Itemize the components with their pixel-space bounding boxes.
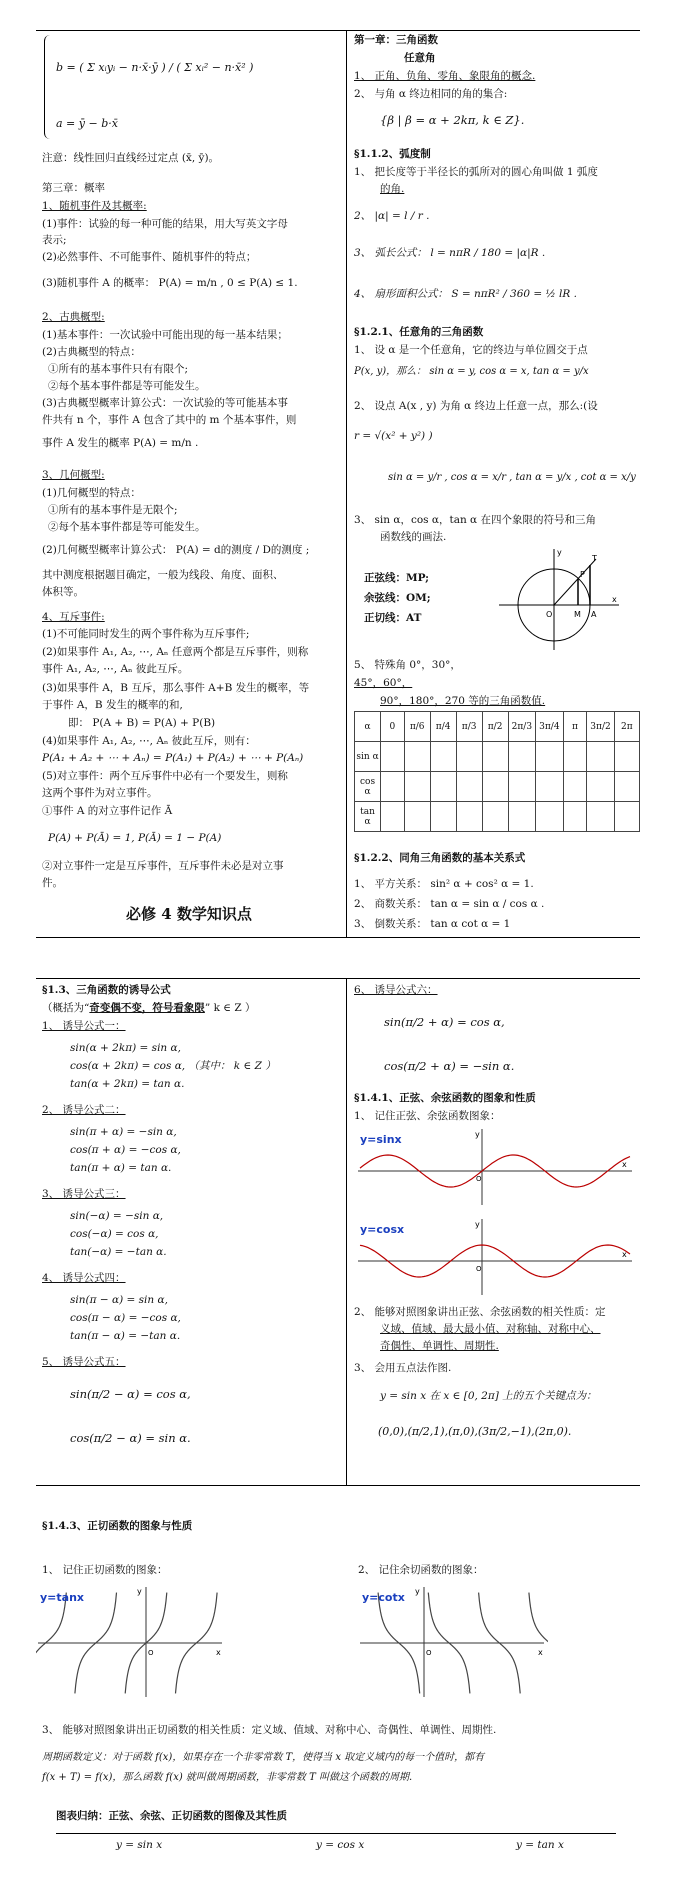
summary-col-sin: y = sin x	[116, 1839, 163, 1851]
formula-1-title: 1、 诱导公式一：	[42, 1020, 126, 1032]
text-line: ①所有的基本事件是无限个;	[48, 504, 178, 516]
tangent-line-label: 正切线：AT	[364, 612, 422, 624]
page-1-right-column	[354, 31, 640, 937]
table-cell	[614, 742, 639, 772]
svg-text:y: y	[137, 1587, 142, 1596]
cosine-label: y=cosx	[360, 1223, 405, 1236]
mnemonic: 奇变偶不变，符号看象限	[89, 1002, 205, 1014]
text-line: 45°，60°，	[354, 677, 413, 689]
text-line: sin(−α) = −sin α,	[70, 1210, 164, 1222]
table-cell	[508, 772, 536, 802]
text-line: {β | β = α + 2kπ, k ∈ Z}.	[380, 113, 525, 127]
text-line: 于事件 A，B 发生的概率的和,	[42, 699, 183, 711]
text-line: 义域、值域、最大最小值、对称轴、对称中心、	[380, 1323, 601, 1335]
table-cell	[381, 772, 405, 802]
svg-text:P: P	[580, 570, 585, 579]
text-line: 2、 能够对照图象讲出正弦、余弦函数的相关性质：定	[354, 1306, 606, 1318]
text-line: 1、 正角、负角、零角、象限角的概念.	[354, 70, 536, 82]
page-2	[36, 978, 640, 1486]
text-line: sin(α + 2kπ) = sin α,	[70, 1042, 181, 1054]
table-cell	[536, 772, 564, 802]
table-cell	[563, 802, 587, 832]
page-1-left-column	[42, 31, 342, 937]
period-definition-line-2: f(x + T) = f(x)，那么函数 f(x) 就叫做周期函数，非零常数 T 叫做这个函数的周期.	[42, 1772, 413, 1783]
text-line: y = sin x 在 x ∈ [0, 2π] 上的五个关键点为：	[380, 1390, 597, 1402]
text-line: P(A₁ + A₂ + ⋯ + Aₙ) = P(A₁) + P(A₂) + ⋯ + P(Aₙ)	[42, 752, 304, 764]
table-cell	[508, 742, 536, 772]
svg-text:x: x	[216, 1648, 221, 1657]
text-line: 2、 设点 A(x , y) 为角 α 终边上任意一点，那么:(设	[354, 400, 598, 412]
cosine-graph	[354, 1215, 638, 1299]
table-cell	[456, 772, 482, 802]
text-line: 2、 商数关系： tan α = sin α / cos α .	[354, 898, 545, 910]
svg-text:y: y	[557, 548, 562, 557]
text-line: (4)如果事件 A₁, A₂, ⋯, Aₙ 彼此互斥，则有：	[42, 735, 256, 747]
text-line: 事件 A₁, A₂, ⋯, Aₙ 彼此互斥。	[42, 663, 189, 675]
table-cell	[587, 802, 615, 832]
chapter-1-title: 第一章：三角函数	[354, 34, 438, 46]
summary-col-cos: y = cos x	[316, 1839, 365, 1851]
table-cell	[456, 802, 482, 832]
summary-table	[56, 1833, 616, 1851]
text-line: P(x, y)，那么： sin α = y, cos α = x, tan α = y/x	[354, 366, 589, 377]
sine-label: y=sinx	[360, 1133, 402, 1146]
text-line: 2、 与角 α 终边相同的角的集合:	[354, 88, 508, 100]
table-cell	[381, 742, 405, 772]
text-line: (1)不可能同时发生的两个事件称为互斥事件;	[42, 628, 250, 640]
section-trig-any-angle: §1.2.1、任意角的三角函数	[354, 326, 484, 338]
section-induction-formulas: §1.3、三角函数的诱导公式	[42, 984, 171, 996]
mnemonic-prefix: （概括为“	[42, 1002, 90, 1014]
text-line: 表示;	[42, 234, 67, 246]
cotangent-graph	[358, 1583, 548, 1701]
cosine-line-label: 余弦线：OM;	[364, 592, 431, 604]
section-random-events: 1、随机事件及其概率:	[42, 200, 147, 212]
text-line: (3)如果事件 A，B 互斥，那么事件 A+B 发生的概率，等	[42, 682, 310, 694]
table-cell	[456, 742, 482, 772]
text-line: 2、 记住余切函数的图象：	[358, 1564, 484, 1576]
required-4-title: 必修 4 数学知识点	[126, 905, 252, 923]
page-3	[36, 1515, 640, 1877]
tangent-label: y=tanx	[40, 1591, 84, 1604]
regression-note: 注意：线性回归直线经过定点 (x̄, ȳ)。	[42, 152, 220, 164]
table-cell	[482, 802, 508, 832]
special-angle-table	[354, 711, 640, 832]
svg-text:x: x	[612, 595, 617, 604]
chapter-3-title: 第三章：概率	[42, 182, 105, 194]
text-line: 3、 sin α，cos α，tan α 在四个象限的符号和三角	[354, 514, 596, 526]
text-line: 的角.	[380, 183, 405, 195]
text-line: 件。	[42, 877, 63, 889]
mnemonic-line	[42, 1001, 256, 1015]
sine-graph	[354, 1125, 638, 1209]
text-line: (0,0),(π/2,1),(π,0),(3π/2,−1),(2π,0).	[378, 1425, 572, 1438]
section-sin-cos-graphs: §1.4.1、正弦、余弦函数的图象和性质	[354, 1092, 536, 1104]
table-header-row	[355, 712, 640, 742]
table-header-cell: α	[355, 712, 381, 742]
text-line: (2)几何概型概率计算公式： P(A) = d的测度 / D的测度 ;	[42, 544, 310, 556]
text-line: cos(π + α) = −cos α,	[70, 1144, 181, 1156]
text-line: 1、 记住正切函数的图象：	[42, 1564, 168, 1576]
svg-text:O: O	[148, 1649, 154, 1657]
text-line: tan(α + 2kπ) = tan α.	[70, 1078, 185, 1090]
mnemonic-suffix: ” k ∈ Z ）	[204, 1002, 256, 1014]
text-line: cos(π/2 + α) = −sin α.	[384, 1059, 515, 1073]
text-line: 3、 倒数关系： tan α cot α = 1	[354, 918, 511, 930]
text-line: sin α = y/r , cos α = x/r , tan α = y/x , cot α = x/y	[388, 472, 636, 483]
text-line: 1、 设 α 是一个任意角，它的终边与单位圆交于点	[354, 344, 588, 356]
table-header-cell: π/4	[430, 712, 456, 742]
svg-text:A: A	[591, 610, 597, 619]
table-header-cell: 2π	[614, 712, 639, 742]
text-line: (1)基本事件：一次试验中可能出现的每一基本结果；	[42, 329, 288, 341]
table-cell	[536, 802, 564, 832]
section-geometric-probability: 3、几何概型:	[42, 469, 105, 481]
text-line: (1)事件：试验的每一种可能的结果，用大写英文字母	[42, 218, 288, 230]
text-line: 3、 弧长公式： l = nπR / 180 = |α|R .	[354, 247, 546, 259]
text-line: 函数线的画法.	[380, 531, 447, 543]
text-line: tan(π − α) = −tan α.	[70, 1330, 181, 1342]
text-line: sin(π/2 + α) = cos α,	[384, 1015, 505, 1029]
table-cell	[508, 802, 536, 832]
table-header-cell: 2π/3	[508, 712, 536, 742]
text-line: (2)如果事件 A₁, A₂, ⋯, Aₙ 任意两个都是互斥事件，则称	[42, 646, 309, 658]
svg-text:O: O	[426, 1649, 432, 1657]
text-line: 3、 会用五点法作图.	[354, 1362, 452, 1374]
unit-circle-diagram	[494, 545, 624, 655]
table-cell	[430, 742, 456, 772]
subsection-any-angle: 任意角	[404, 52, 436, 64]
formula-3-title: 3、 诱导公式三：	[42, 1188, 126, 1200]
text-line: cos(−α) = cos α,	[70, 1228, 159, 1240]
text-line: (3)随机事件 A 的概率： P(A) = m/n , 0 ≤ P(A) ≤ 1.	[42, 277, 298, 289]
tangent-graph	[36, 1583, 226, 1701]
section-same-angle-relations: §1.2.2、同角三角函数的基本关系式	[354, 852, 526, 864]
sine-line-label: 正弦线：MP;	[364, 572, 430, 584]
table-cell	[614, 772, 639, 802]
svg-text:x: x	[622, 1160, 627, 1169]
svg-text:O: O	[476, 1175, 482, 1183]
table-header-cell: π/6	[404, 712, 430, 742]
table-header-cell: π	[563, 712, 587, 742]
text-line: 1、 平方关系： sin² α + cos² α = 1.	[354, 878, 534, 890]
svg-text:y: y	[475, 1130, 480, 1139]
text-line: (3)古典概型概率计算公式：一次试验的等可能基本事	[42, 397, 288, 409]
table-row	[355, 802, 640, 832]
left-brace	[44, 35, 51, 139]
text-line: 1、 把长度等于半径长的弧所对的圆心角叫做 1 弧度	[354, 166, 598, 178]
text-line: 其中测度根据题目确定，一般为线段、角度、面积、	[42, 569, 284, 581]
text-line: 4、 扇形面积公式： S = nπR² / 360 = ½ lR .	[354, 288, 577, 300]
svg-text:O: O	[476, 1265, 482, 1273]
table-cell	[430, 802, 456, 832]
svg-text:x: x	[622, 1250, 627, 1259]
table-cell	[404, 742, 430, 772]
text-line: (2)古典概型的特点：	[42, 346, 141, 358]
text-line: (5)对立事件：两个互斥事件中必有一个要发生，则称	[42, 770, 288, 782]
page-2-left-column	[42, 979, 342, 1485]
text-line: 2、 |α| = l / r .	[354, 210, 430, 222]
page-2-right-column	[354, 979, 640, 1485]
table-cell	[563, 742, 587, 772]
text-line: cos(π − α) = −cos α,	[70, 1312, 181, 1324]
summary-heading: 图表归纳：正弦、余弦、正切函数的图像及其性质	[56, 1810, 287, 1822]
table-header-cell: 0	[381, 712, 405, 742]
table-row-label: sin α	[355, 742, 381, 772]
table-header-cell: 3π/2	[587, 712, 615, 742]
text-line: sin(π/2 − α) = cos α,	[70, 1387, 191, 1401]
table-cell	[614, 802, 639, 832]
text-line: ①事件 A 的对立事件记作 Ā	[42, 805, 173, 817]
text-line: 5、 特殊角 0°，30°，	[354, 659, 461, 671]
svg-text:T: T	[592, 554, 597, 563]
text-line: cos(π/2 − α) = sin α.	[70, 1431, 191, 1445]
table-cell	[587, 772, 615, 802]
column-divider	[346, 979, 347, 1485]
summary-col-tan: y = tan x	[516, 1839, 564, 1851]
table-row	[355, 772, 640, 802]
text-line: 这两个事件为对立事件。	[42, 787, 158, 799]
svg-text:y: y	[475, 1220, 480, 1229]
text-line: tan(−α) = −tan α.	[70, 1246, 167, 1258]
section-radian: §1.1.2、弧度制	[354, 148, 431, 160]
table-cell	[563, 772, 587, 802]
table-row	[355, 742, 640, 772]
column-divider	[346, 31, 347, 937]
text-line: cos(α + 2kπ) = cos α, （其中： k ∈ Z ）	[70, 1060, 276, 1072]
text-line: (1)几何概型的特点：	[42, 487, 141, 499]
table-cell	[482, 742, 508, 772]
regression-a-formula: a = ȳ − b·x̄	[56, 117, 118, 130]
text-line: 奇偶性、单调性、周期性.	[380, 1340, 499, 1352]
text-line: 即： P(A + B) = P(A) + P(B)	[68, 717, 216, 729]
table-row-label: tan α	[355, 802, 381, 832]
table-header-cell: π/2	[482, 712, 508, 742]
section-classical-probability: 2、古典概型:	[42, 311, 105, 323]
text-line: 体积等。	[42, 586, 84, 598]
table-cell	[404, 802, 430, 832]
cotangent-label: y=cotx	[362, 1591, 405, 1604]
page-1	[36, 30, 640, 938]
text-line: P(A) + P(Ā) = 1, P(Ā) = 1 − P(A)	[48, 832, 222, 844]
formula-6-title: 6、 诱导公式六：	[354, 984, 438, 996]
text-line: r = √(x² + y²) )	[354, 430, 433, 442]
text-line: 件共有 n 个，事件 A 包含了其中的 m 个基本事件，则	[42, 414, 297, 426]
text-line: 3、 能够对照图象讲出正切函数的相关性质：定义域、值域、对称中心、奇偶性、单调性、周期性.	[42, 1724, 497, 1736]
table-cell	[381, 802, 405, 832]
text-line: ②对立事件一定是互斥事件，互斥事件未必是对立事	[42, 860, 284, 872]
text-line: tan(π + α) = tan α.	[70, 1162, 172, 1174]
text-line: ①所有的基本事件只有有限个;	[48, 363, 189, 375]
text-line: (2)必然事件、不可能事件、随机事件的特点；	[42, 251, 257, 263]
text-line: 1、 记住正弦、余弦函数图象：	[354, 1110, 501, 1122]
section-tangent-graphs: §1.4.3、正切函数的图象与性质	[42, 1520, 193, 1532]
table-header-cell: 3π/4	[536, 712, 564, 742]
table-cell	[404, 772, 430, 802]
text-line: sin(π − α) = sin α,	[70, 1294, 168, 1306]
text-line: sin(π + α) = −sin α,	[70, 1126, 177, 1138]
table-row-label: cos α	[355, 772, 381, 802]
table-header-cell: π/3	[456, 712, 482, 742]
text-line: 事件 A 发生的概率 P(A) = m/n .	[42, 437, 199, 449]
text-line: ②每个基本事件都是等可能发生。	[48, 380, 206, 392]
text-line: 90°，180°，270 等的三角函数值.	[380, 695, 546, 707]
table-cell	[430, 772, 456, 802]
table-cell	[587, 742, 615, 772]
formula-5-title: 5、 诱导公式五：	[42, 1356, 126, 1368]
svg-text:O: O	[546, 610, 553, 619]
svg-text:M: M	[574, 610, 581, 619]
regression-b-formula: b = ( Σ xᵢyᵢ − n·x̄·ȳ ) / ( Σ xᵢ² − n·x̄² )	[56, 61, 254, 74]
table-cell	[482, 772, 508, 802]
table-cell	[536, 742, 564, 772]
svg-text:y: y	[415, 1587, 420, 1596]
period-definition-line-1: 周期函数定义：对于函数 f(x)，如果存在一个非零常数 T，使得当 x 取定义域内的每一个值时，都有	[42, 1752, 485, 1763]
section-mutually-exclusive: 4、互斥事件:	[42, 611, 105, 623]
text-line: ②每个基本事件都是等可能发生。	[48, 521, 206, 533]
formula-2-title: 2、 诱导公式二：	[42, 1104, 126, 1116]
formula-4-title: 4、 诱导公式四：	[42, 1272, 126, 1284]
svg-text:x: x	[538, 1648, 543, 1657]
